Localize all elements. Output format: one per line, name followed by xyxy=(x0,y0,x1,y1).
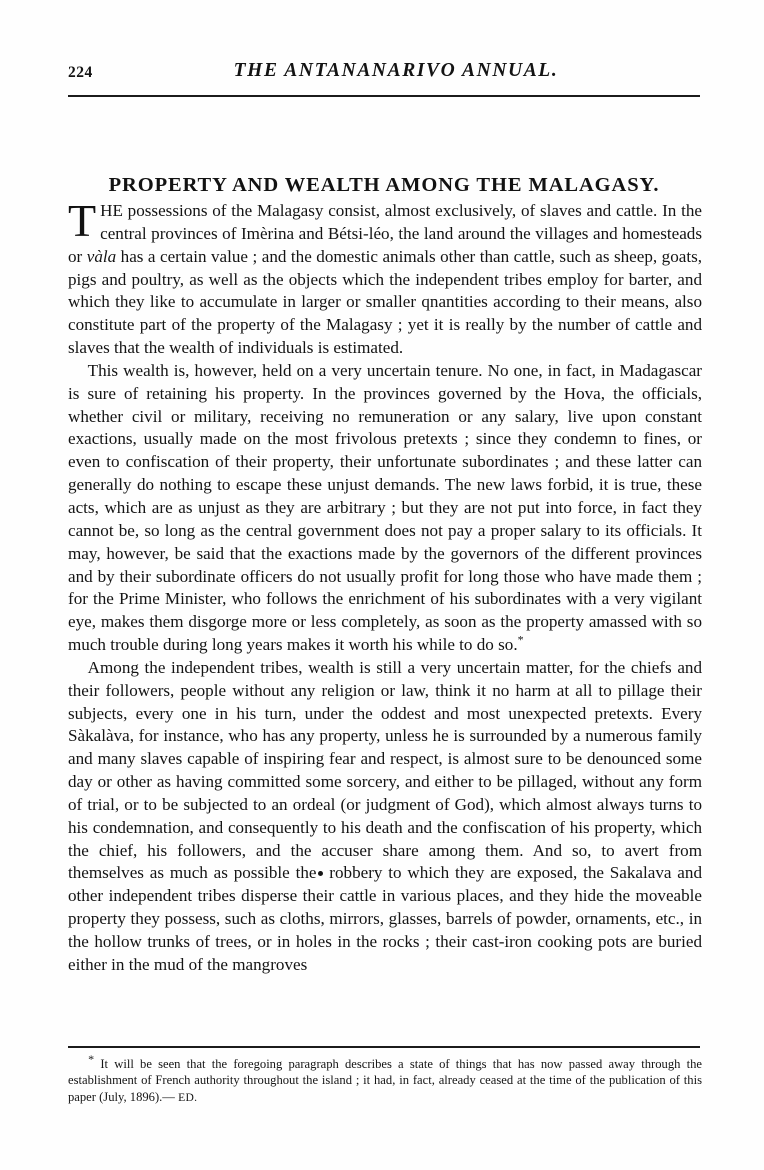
ink-blot-mark xyxy=(318,871,323,876)
paragraph-3 xyxy=(68,657,702,977)
running-title: THE ANTANANARIVO ANNUAL. xyxy=(233,60,559,81)
paragraph-1-text-b: has a certain value ; and the domestic animals other than cattle, such as sheep, goats, pigs and poultry, as well as the objects which the independent tribes employ for barter, and which they like to accumulate in larger or smaller qnantities according to their means, also constitute part of the property of the Malagasy ; yet it is really by the number of cattle and slaves that the wealth of individuals is estimated. xyxy=(68,246,702,358)
paragraph-1 xyxy=(68,195,702,360)
article-title: PROPERTY AND WEALTH AMONG THE MALAGASY. xyxy=(108,173,660,196)
paragraph-1-text-a: HE possessions of the Malagasy consist, almost exclusively, of slaves and cattle. In the central provinces of Imèrina and Bétsi-léo, the land around the villages and homesteads or xyxy=(68,201,702,266)
footnote-reference-marker[interactable]: * xyxy=(517,632,524,647)
footnote-text: It will be seen that the foregoing paragraph describes a state of things that has now passed away through the establishment of French authority throughout the island ; it had, in fact, already ceased at the time of the publication of this paper (July, 1896).— xyxy=(68,1057,702,1104)
body-text-column xyxy=(68,195,702,977)
drop-cap: T xyxy=(68,195,97,246)
footnote-rule xyxy=(68,1046,700,1048)
foreign-term-vala: vàla xyxy=(86,246,117,266)
paragraph-2 xyxy=(68,360,702,657)
page-number: 224 xyxy=(68,64,93,81)
header-rule xyxy=(68,95,700,97)
paragraph-3-text-a: Among the independent tribes, wealth is still a very uncertain matter, for the chiefs and their followers, people without any religion or law, think it no harm at all to pillage their subjects, every one in his turn, under the oddest and most unexpected pretexts. Every Sàkalàva, for instance, who has any property, unless he is surrounded by a numerous family and many slaves capable of inspiring fear and respect, is almost sure to be denounced some day or other as having committed some sorcery, and either to be pillaged, without any form of trial, or to be subjected to an ordeal (or judgment of God), which almost always turns to his condemnation, and consequently to his death and the confiscation of his property, which the chief, his followers, and the accuser share among them. And so, to avert from themselves as much as possible the xyxy=(68,657,702,883)
footnote-block xyxy=(68,1051,702,1106)
footnote-signature: ED. xyxy=(178,1090,198,1104)
running-head xyxy=(68,60,700,90)
paragraph-2-text: This wealth is, however, held on a very uncertain tenure. No one, in fact, in Madagascar is sure of retaining his property. In the provinces governed by the Hova, the officials, whether civil or military, receiving no remuneration or any salary, live upon constant exactions, usually made on the most frivolous pretexts ; since they condemn to fines, or even to confiscation of their property, their unfortunate subordinates ; and these latter can generally do nothing to escape these unjust demands. The new laws forbid, it is true, these acts, which are as unjust as they are arbitrary ; but they are not put into force, in fact they cannot be, so long as the central government does not pay a proper salary to its officials. It may, however, be said that the exactions made by the governors of the different provinces and by their subordinate officers do not usually profit for long those who have made them ; for the Prime Minister, who follows the enrichment of his subordinates with a very vigilant eye, makes them disgorge more or less completely, as soon as the property amassed with so much trouble during long years makes it worth his while to do so. xyxy=(68,360,702,655)
paragraph-3-text-b: robbery to which they are exposed, the Sakalava and other independent tribes disperse their cattle in various places, and they hide the moveable property they possess, such as cloths, mirrors, glasses, barrels of powder, ornaments, etc., in the hollow trunks of trees, or in holes in the rocks ; their cast-iron cooking pots are buried either in the mud of the mangroves xyxy=(68,863,702,974)
footnote-marker: * xyxy=(88,1051,95,1066)
footnote-paragraph xyxy=(68,1051,702,1106)
